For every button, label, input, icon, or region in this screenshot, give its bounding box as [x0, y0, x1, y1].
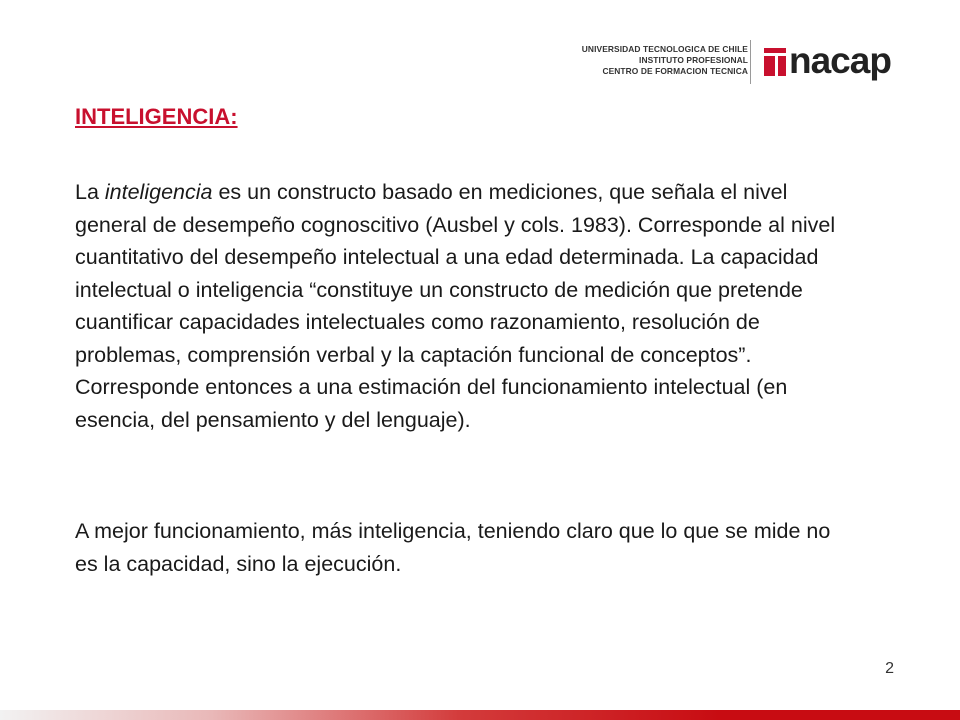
inacap-i-mark-icon [764, 48, 786, 76]
paragraph-body-text: es un constructo basado en mediciones, que señala el nivel general de desempeño cognoscitivo (Ausbel y cols. 1983). Corresponde al nivel cuantitativo del desempeño intelectual a una edad determinada. La capacidad intelectual o inteligencia “constituye un constructo de medición que pretende cuantificar capacidades intelectuales como razonamiento, resolución de problemas, comprensión verbal y la captación funcional de conceptos”. Corresponde entonces a una estimación del funcionamiento intelectual (en esencia, del pensamiento y del lenguaje). [75, 180, 836, 432]
logo-line-center: CENTRO DE FORMACION TECNICA [602, 66, 748, 76]
italic-term: inteligencia [104, 180, 213, 204]
definition-paragraph [75, 176, 845, 436]
conclusion-paragraph: A mejor funcionamiento, más inteligencia, teniendo claro que lo que se mide no es la capacidad, sino la ejecución. [75, 519, 831, 576]
logo-institution-lines [582, 44, 748, 77]
footer-gradient-bar [0, 710, 960, 720]
logo-divider [750, 40, 751, 84]
paragraph-lead-text: La [75, 180, 105, 204]
logo-wordmark: nacap [789, 40, 891, 81]
page-number: 2 [885, 660, 894, 677]
logo-line-institute: INSTITUTO PROFESIONAL [639, 55, 748, 65]
slide-heading: INTELIGENCIA: [75, 104, 238, 129]
logo-line-university: UNIVERSIDAD TECNOLOGICA DE CHILE [581, 44, 748, 54]
inacap-logo [581, 40, 910, 84]
